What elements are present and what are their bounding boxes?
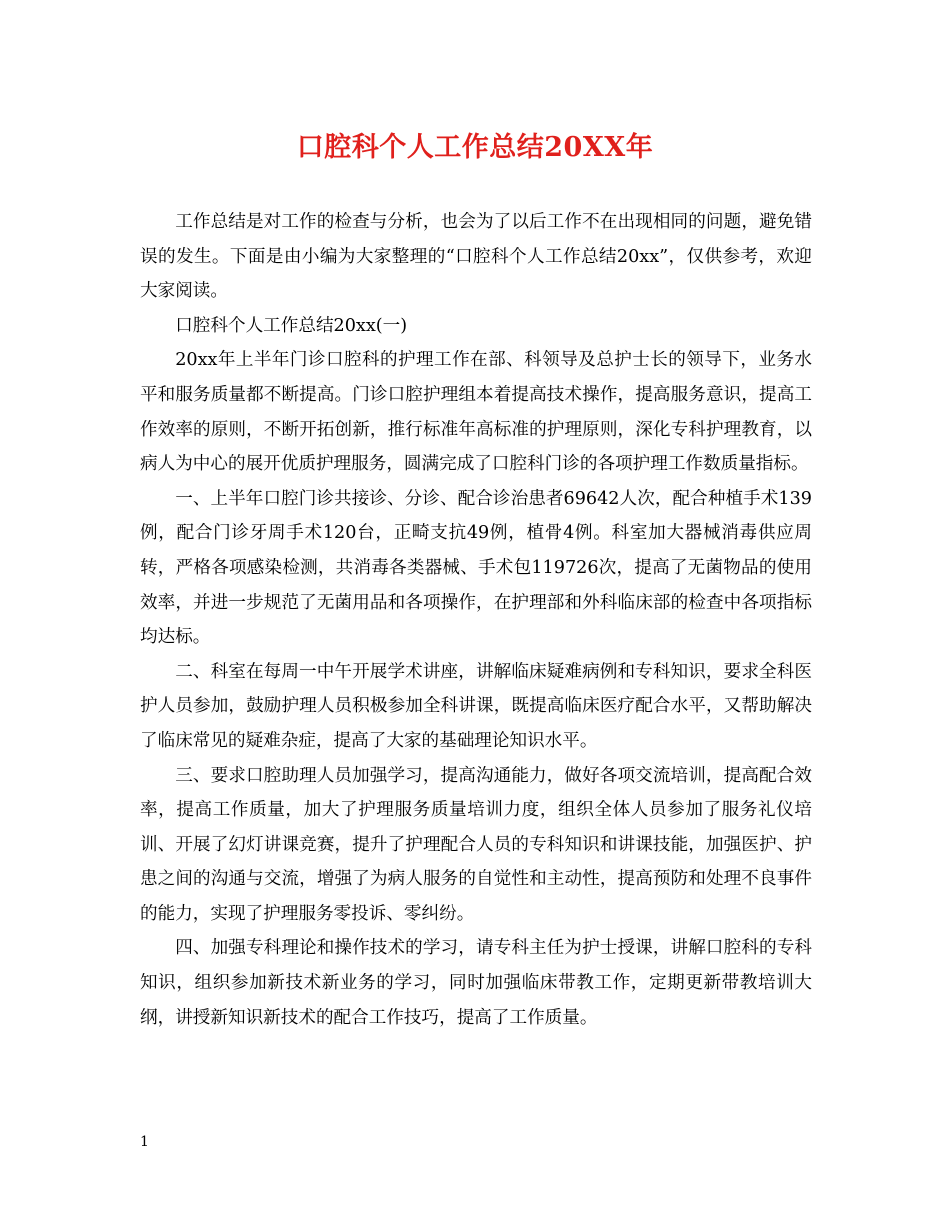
section-heading: 口腔科个人工作总结20xx(一) <box>175 315 408 336</box>
point-four-paragraph: 四、加强专科理论和操作技术的学习，请专科主任为护士授课，讲解口腔科的专科知识，组织参加新技术新业务的学习，同时加强临床带教工作，定期更新带教培训大纲，讲授新知识新技术的配合工作技巧，提高了工作质量。 <box>140 938 812 1028</box>
page-number: 1 <box>140 1134 149 1150</box>
point-two-paragraph: 二、科室在每周一中午开展学术讲座，讲解临床疑难病例和专科知识，要求全科医护人员参加，鼓励护理人员积极参加全科讲课，既提高临床医疗配合水平，又帮助解决了临床常见的疑难杂症，提高了大家的基础理论知识水平。 <box>140 661 812 751</box>
intro-paragraph: 工作总结是对工作的检查与分析，也会为了以后工作不在出现相同的问题，避免错误的发生。下面是由小编为大家整理的“口腔科个人工作总结20xx”，仅供参考，欢迎大家阅读。 <box>140 212 812 302</box>
document-body <box>140 205 812 1035</box>
point-one-paragraph: 一、上半年口腔门诊共接诊、分诊、配合诊治患者69642人次，配合种植手术139例，配合门诊牙周手术120台，正畸支抗49例，植骨4例。科室加大器械消毒供应周转，严格各项感染检测，共消毒各类器械、手术包119726次，提高了无菌物品的使用效率，并进一步规范了无菌用品和各项操作，在护理部和外科临床部的检查中各项指标均达标。 <box>140 488 812 648</box>
summary-paragraph: 20xx年上半年门诊口腔科的护理工作在部、科领导及总护士长的领导下，业务水平和服务质量都不断提高。门诊口腔护理组本着提高技术操作，提高服务意识，提高工作效率的原则，不断开拓创新，推行标准年高标准的护理原则，深化专科护理教育，以病人为中心的展开优质护理服务，圆满完成了口腔科门诊的各项护理工作数质量指标。 <box>140 350 812 475</box>
document-title: 口腔科个人工作总结20XX年 <box>296 132 654 163</box>
point-three-paragraph: 三、要求口腔助理人员加强学习，提高沟通能力，做好各项交流培训，提高配合效率，提高工作质量，加大了护理服务质量培训力度，组织全体人员参加了服务礼仪培训、开展了幻灯讲课竞赛，提升了护理配合人员的专科知识和讲课技能，加强医护、护患之间的沟通与交流，增强了为病人服务的自觉性和主动性，提高预防和处理不良事件的能力，实现了护理服务零投诉、零纠纷。 <box>140 765 812 924</box>
